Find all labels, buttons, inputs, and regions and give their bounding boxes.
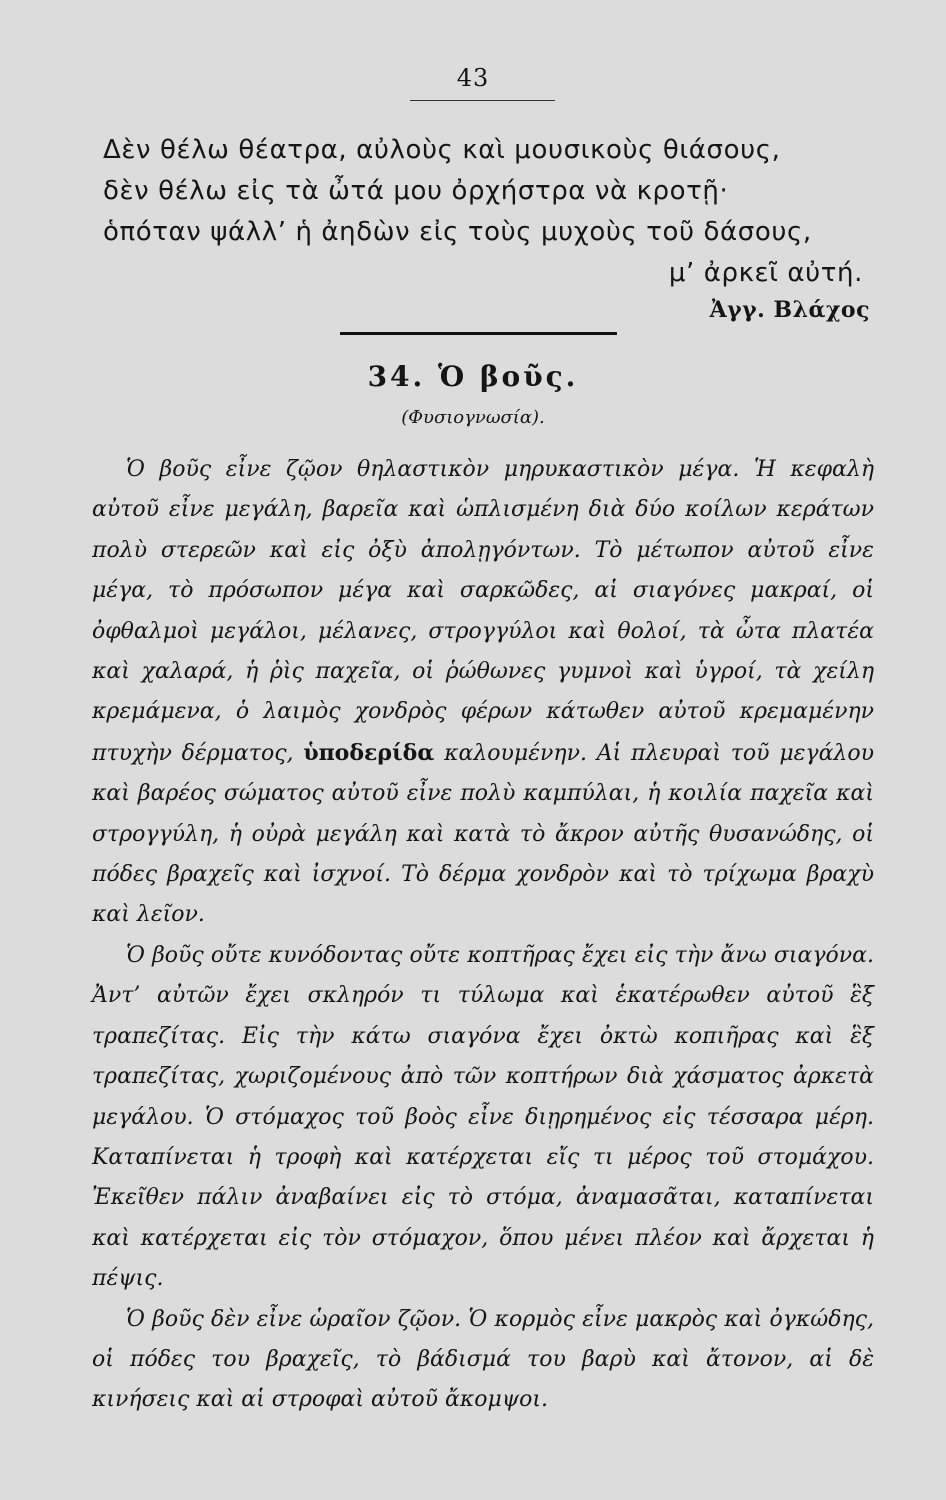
emphasized-term: ὑποδερίδα [303, 739, 435, 766]
section-divider [340, 332, 617, 335]
poem-line: δὲν θέλω εἰς τὰ ὦτά μου ὀρχήστρα νὰ κροτῇ· [103, 176, 729, 206]
poem-epigraph [103, 130, 863, 294]
body-text [92, 450, 874, 1421]
poem-line: ὁπόταν ψάλλ’ ἡ ἀηδὼν εἰς τοὺς μυχοὺς τοῦ δάσους, [103, 217, 812, 247]
page-number-rule [410, 100, 555, 101]
page-number: 43 [456, 64, 490, 92]
paragraph: Ὁ βοῦς οὔτε κυνόδοντας οὔτε κοπτῆρας ἔχει εἰς τὴν ἄνω σιαγόνα. Ἀντ’ αὐτῶν ἔχει σκληρόν τι τύλωμα καὶ ἑκατέρωθεν αὐτοῦ ἓξ τραπεζίτας. Εἰς τὴν κάτω σιαγόνα ἔχει ὀκτὼ κοπιῆρας καὶ ἓξ τραπεζίτας, χωριζομένους ἀπὸ τῶν κοπτήρων διὰ χάσματος ἀρκετὰ μεγάλου. Ὁ στόμαχος τοῦ βοὸς εἶνε διῃρημένος εἰς τέσσαρα μέρη. Καταπίνεται ἡ τροφὴ καὶ κατέρχεται εἴς τι μέρος τοῦ στομάχου. Ἐκεῖθεν πάλιν ἀναβαίνει εἰς τὸ στόμα, ἀναμασᾶται, καταπίνεται καὶ κατέρχεται εἰς τὸν στόμαχον, ὅπου μένει πλέον καὶ ἄρχεται ἡ πέψις. [92, 942, 874, 1292]
poem-line: μ’ ἀρκεῖ αὐτή. [668, 258, 863, 288]
section-title: 34. Ὁ βοῦς. [367, 360, 579, 393]
paragraph-text: καλουμένην. Αἱ πλευραὶ τοῦ μεγάλου καὶ βαρέος σώματος αὐτοῦ εἶνε πολὺ καμπύλαι, ἡ κοιλία παχεῖα καὶ στρογγύλη, ἡ οὐρὰ μεγάλη καὶ κατὰ τὸ ἄκρον αὐτῆς θυσανώδης, οἱ πόδες βραχεῖς καὶ ἰσχνοί. Τὸ δέρμα χονδρὸν καὶ τὸ τρίχωμα βραχὺ καὶ λεῖον. [92, 740, 874, 928]
paragraph [92, 450, 874, 936]
paragraph-text: Ὁ βοῦς εἶνε ζῷον θηλαστικὸν μηρυκαστικὸν μέγα. Ἡ κεφαλὴ αὐτοῦ εἶνε μεγάλη, βαρεῖα καὶ ὡπλισμένη διὰ δύο κοίλων κεράτων πολὺ στερεῶν καὶ εἰς ὀξὺ ἀπολῃγόντων. Τὸ μέτωπον αὐτοῦ εἶνε μέγα, τὸ πρόσωπον μέγα καὶ σαρκῶδες, αἱ σιαγόνες μακραί, οἱ ὀφθαλμοὶ μεγάλοι, μέλανες, στρογγύλοι καὶ θολοί, τὰ ὦτα πλατέα καὶ χαλαρά, ἡ ῥὶς παχεῖα, οἱ ῥώθωνες γυμνοὶ καὶ ὑγροί, τὰ χείλη κρεμάμενα, ὁ λαιμὸς χονδρὸς φέρων κάτωθεν αὐτοῦ κρεμαμένην πτυχὴν δέρματος, [92, 457, 874, 766]
section-subtitle: (Φυσιογνωσία). [401, 407, 545, 428]
poem-attribution: Ἀγγ. Βλάχος [709, 297, 870, 323]
poem-line: Δὲν θέλω θέατρα, αὐλοὺς καὶ μουσικοὺς θιάσους, [103, 135, 781, 165]
paragraph: Ὁ βοῦς δὲν εἶνε ὡραῖον ζῷον. Ὁ κορμὸς εἶνε μακρὸς καὶ ὀγκώδης, οἱ πόδες του βραχεῖς, τὸ βάδισμά του βαρὺ καὶ ἄτονον, αἱ δὲ κινήσεις καὶ αἱ στροφαὶ αὐτοῦ ἄκομψοι. [92, 1306, 874, 1413]
